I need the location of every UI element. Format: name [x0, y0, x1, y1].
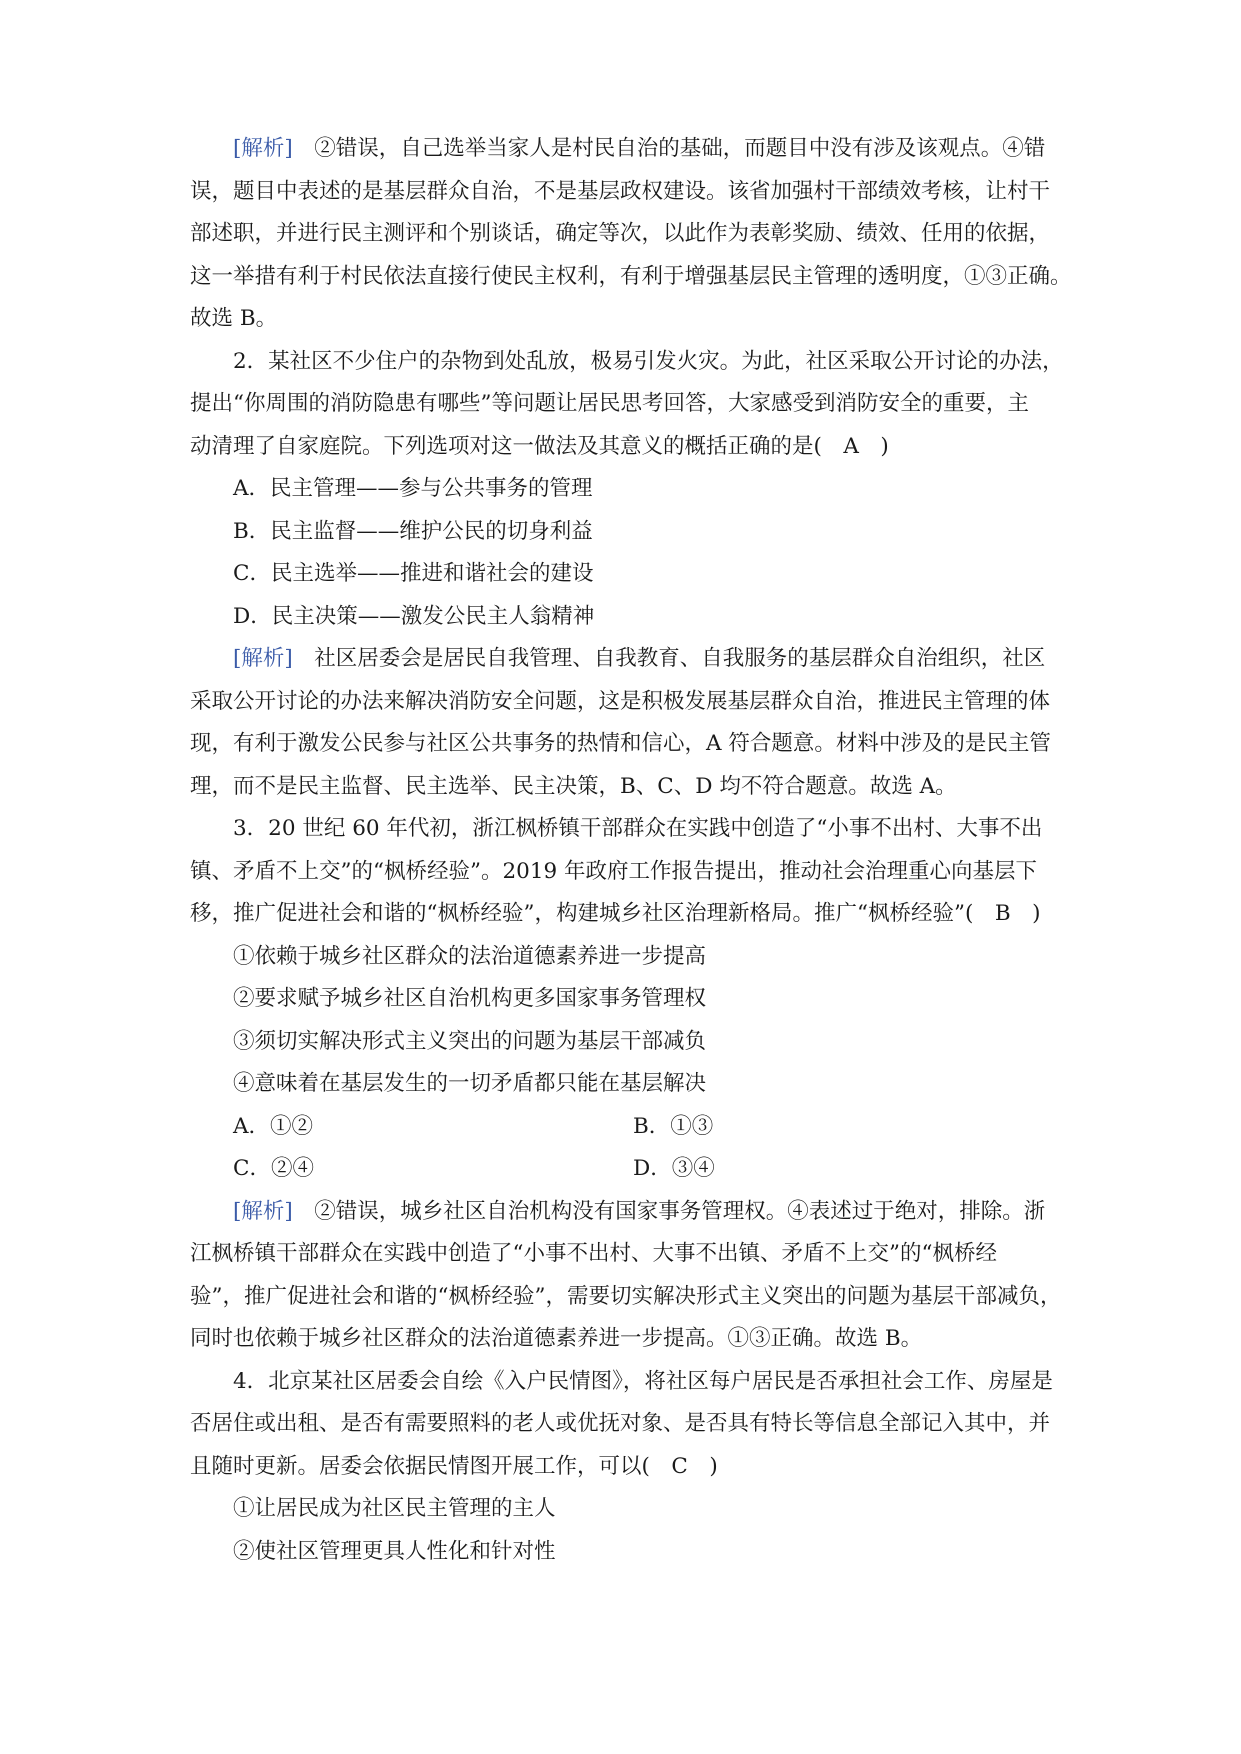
analysis-line: 同时也依赖于城乡社区群众的法治道德素养进一步提高。①③正确。故选 B。 [190, 1326, 923, 1351]
analysis-line: 江枫桥镇干部群众在实践中创造了“小事不出村、大事不出镇、矛盾不上交”的“枫桥经 [190, 1241, 997, 1266]
analysis-line: 现，有利于激发公民参与社区公共事务的热情和信心，A 符合题意。材料中涉及的是民主管 [190, 731, 1051, 756]
option-c: C．民主选举——推进和谐社会的建设 [233, 561, 594, 586]
statement-4: ④意味着在基层发生的一切矛盾都只能在基层解决 [233, 1071, 707, 1096]
question-line: 且随时更新。居委会依据民情图开展工作，可以( C ) [190, 1453, 718, 1479]
q3-choice-row [190, 1106, 1062, 1149]
statement-3: ③须切实解决形式主义突出的问题为基层干部减负 [233, 1028, 707, 1054]
question-line: 动清理了自家庭院。下列选项对这一做法及其意义的概括正确的是( A ) [190, 433, 889, 459]
q3-items [190, 936, 1062, 1106]
question-line: 镇、矛盾不上交”的“枫桥经验”。2019 年政府工作报告提出，推动社会治理重心向基层下 [190, 858, 1038, 884]
q1-analysis [190, 128, 1072, 341]
q4-stem [190, 1361, 1062, 1489]
question-line: 3．20 世纪 60 年代初，浙江枫桥镇干部群众在实践中创造了“小事不出村、大事不出 [233, 816, 1043, 841]
q3-analysis [190, 1191, 1062, 1361]
analysis-line: ②错误，自己选举当家人是村民自治的基础，而题目中没有涉及该观点。④错 [314, 136, 1046, 161]
option-a: A．民主管理——参与公共事务的管理 [233, 476, 593, 501]
analysis-tag: [解析] [233, 136, 293, 161]
analysis-line: 误，题目中表述的是基层群众自治，不是基层政权建设。该省加强村干部绩效考核，让村干 [190, 178, 1051, 204]
analysis-line: 部述职，并进行民主测评和个别谈话，确定等次，以此作为表彰奖励、绩效、任用的依据， [190, 221, 1051, 246]
document-page [190, 128, 1072, 1573]
statement-1: ①依赖于城乡社区群众的法治道德素养进一步提高 [233, 943, 707, 969]
option-b: B．民主监督——维护公民的切身利益 [233, 518, 593, 544]
q4-items [190, 1488, 1062, 1573]
question-line: 否居住或出租、是否有需要照料的老人或优抚对象、是否具有特长等信息全部记入其中，并 [190, 1411, 1051, 1436]
question-line: 2．某社区不少住户的杂物到处乱放，极易引发火灾。为此，社区采取公开讨论的办法， [233, 348, 1064, 374]
question-line: 4．北京某社区居委会自绘《入户民情图》，将社区每户居民是否承担社会工作、房屋是 [233, 1368, 1053, 1394]
analysis-line: 社区居委会是居民自我管理、自我教育、自我服务的基层群众自治组织，社区 [314, 646, 1046, 671]
analysis-line: ②错误，城乡社区自治机构没有国家事务管理权。④表述过于绝对，排除。浙 [314, 1198, 1046, 1224]
q2-options [190, 468, 1062, 638]
option-d: D．③④ [633, 1156, 715, 1181]
q2-analysis [190, 638, 1062, 808]
analysis-line: 验”，推广促进社会和谐的“枫桥经验”，需要切实解决形式主义突出的问题为基层干部减负， [190, 1283, 1062, 1309]
option-b: B．①③ [633, 1113, 714, 1139]
statement-2: ②要求赋予城乡社区自治机构更多国家事务管理权 [233, 986, 707, 1011]
option-a: A．①② [233, 1113, 314, 1139]
statement-2: ②使社区管理更具人性化和针对性 [233, 1538, 556, 1564]
statement-1: ①让居民成为社区民主管理的主人 [233, 1496, 556, 1521]
analysis-line: 这一举措有利于村民依法直接行使民主权利，有利于增强基层民主管理的透明度，①③正确。 [190, 263, 1072, 289]
analysis-tag: [解析] [233, 1198, 293, 1224]
q3-choice-row [190, 1148, 1062, 1191]
analysis-line: 采取公开讨论的办法来解决消防安全问题，这是积极发展基层群众自治，推进民主管理的体 [190, 688, 1051, 714]
question-line: 提出“你周围的消防隐患有哪些”等问题让居民思考回答，大家感受到消防安全的重要，主 [190, 391, 1029, 416]
q3-stem [190, 808, 1062, 936]
question-line: 移，推广促进社会和谐的“枫桥经验”，构建城乡社区治理新格局。推广“枫桥经验”( B ) [190, 901, 1041, 926]
analysis-line: 故选 B。 [190, 306, 278, 331]
option-c: C．②④ [233, 1156, 314, 1181]
option-d: D．民主决策——激发公民主人翁精神 [233, 603, 595, 629]
analysis-line: 理，而不是民主监督、民主选举、民主决策，B、C、D 均不符合题意。故选 A。 [190, 773, 957, 799]
q2-stem [190, 341, 1062, 469]
analysis-tag: [解析] [233, 646, 293, 671]
